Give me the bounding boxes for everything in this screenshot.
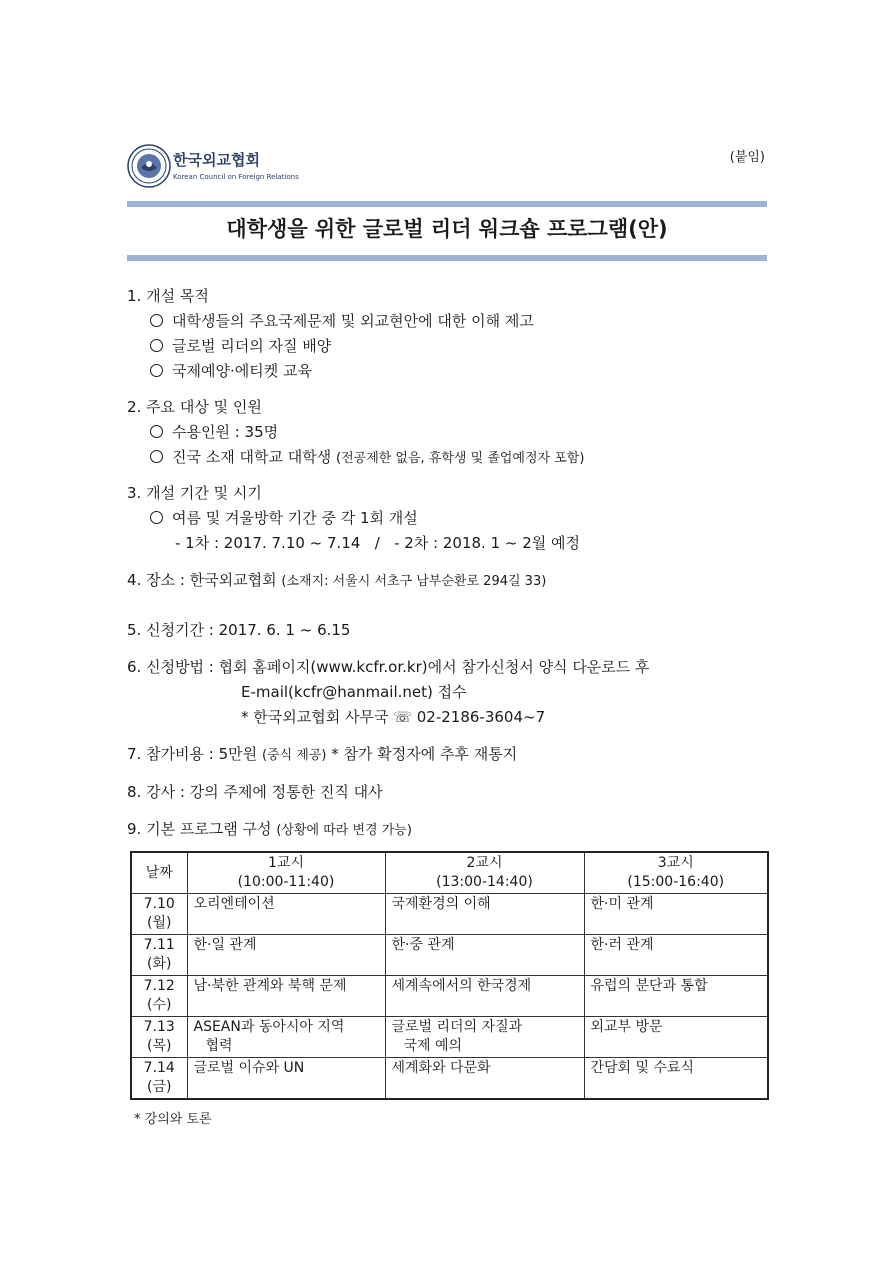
section-4-text: 4. 장소 : 한국외교협회	[127, 571, 277, 589]
date-cell: 7.10 (월)	[131, 894, 187, 935]
org-name-ko: 한국외교협회	[173, 151, 260, 169]
header-period-1: 1교시 (10:00-11:40)	[187, 852, 385, 894]
table-row	[131, 1017, 768, 1058]
section-4-note: (소재지: 서울시 서초구 남부순환로 294길 33)	[281, 574, 547, 589]
document-title: 대학생을 위한 글로벌 리더 워크숍 프로그램(안)	[226, 217, 668, 241]
table-footnote: * 강의와 토론	[134, 1112, 212, 1127]
circle-bullet-icon	[150, 511, 163, 524]
section-9-line	[127, 819, 412, 841]
section-4-line	[127, 570, 546, 592]
period-3-cell: 외교부 방문	[584, 1017, 768, 1058]
title-top-rule	[127, 201, 767, 207]
circle-bullet-icon	[150, 339, 163, 352]
section-7-text: 7. 참가비용 : 5만원	[127, 745, 258, 763]
period-1-cell: 남·북한 관계와 북핵 문제	[187, 976, 385, 1017]
program-table	[130, 851, 767, 1107]
header-date: 날짜	[131, 852, 187, 894]
section-3-item	[150, 508, 418, 528]
circle-bullet-icon	[150, 364, 163, 377]
section-2-item-text: 수용인원 : 35명	[172, 423, 279, 441]
section-1-item-text: 글로벌 리더의 자질 배양	[172, 337, 332, 355]
section-3-heading: 3. 개설 기간 및 시기	[127, 484, 262, 502]
period-2-cell: 세계속에서의 한국경제	[385, 976, 584, 1017]
period-3-cell: 한·미 관계	[584, 894, 768, 935]
period-2-cell: 국제환경의 이해	[385, 894, 584, 935]
period-2-cell: 글로벌 리더의 자질과 국제 예의	[385, 1017, 584, 1058]
period-1-cell: ASEAN과 동아시아 지역 협력	[187, 1017, 385, 1058]
section-1-item-text: 대학생들의 주요국제문제 및 외교현안에 대한 이해 제고	[172, 312, 534, 330]
section-2-item-note: (전공제한 없음, 휴학생 및 졸업예정자 포함)	[336, 451, 585, 466]
section-3-item-text: 여름 및 겨울방학 기간 중 각 1회 개설	[172, 509, 418, 527]
header-period-3: 3교시 (15:00-16:40)	[584, 852, 768, 894]
date-cell: 7.14 (금)	[131, 1058, 187, 1100]
section-2-item-text: 진국 소재 대학교 대학생	[172, 448, 332, 466]
circle-bullet-icon	[150, 450, 163, 463]
section-9-note: (상황에 따라 변경 가능)	[276, 823, 412, 838]
section-7-tail: * 참가 확정자에 추후 재통지	[331, 745, 518, 763]
org-logo	[127, 144, 327, 192]
section-3-schedule: - 1차 : 2017. 7.10 ~ 7.14 / - 2차 : 2018. 1 ~ 2월 예정	[175, 534, 581, 552]
circle-bullet-icon	[150, 425, 163, 438]
period-1-cell: 오리엔테이션	[187, 894, 385, 935]
section-1-heading: 1. 개설 목적	[127, 287, 209, 305]
section-5-line: 5. 신청기간 : 2017. 6. 1 ~ 6.15	[127, 621, 351, 639]
period-1-cell: 한·일 관계	[187, 935, 385, 976]
section-2-item	[150, 422, 278, 442]
date-cell: 7.11 (화)	[131, 935, 187, 976]
section-2-heading: 2. 주요 대상 및 인원	[127, 398, 262, 416]
title-bottom-rule	[127, 255, 767, 261]
section-1-item-text: 국제예양·에티켓 교육	[172, 362, 312, 380]
section-7-note: (중식 제공)	[261, 748, 327, 763]
section-2-item	[150, 447, 584, 469]
date-cell: 7.13 (목)	[131, 1017, 187, 1058]
section-1-item	[150, 361, 312, 381]
section-6-line-1: 6. 신청방법 : 협회 홈페이지(www.kcfr.or.kr)에서 참가신청서 양식 다운로드 후	[127, 658, 650, 676]
table-row	[131, 935, 768, 976]
section-8-line: 8. 강사 : 강의 주제에 정통한 진직 대사	[127, 783, 383, 801]
section-6-line-2: E-mail(kcfr@hanmail.net) 접수	[241, 683, 467, 701]
table-row	[131, 976, 768, 1017]
table-row	[131, 894, 768, 935]
period-1-cell: 글로벌 이슈와 UN	[187, 1058, 385, 1100]
section-9-text: 9. 기본 프로그램 구성	[127, 820, 272, 838]
circle-bullet-icon	[150, 314, 163, 327]
section-7-line	[127, 744, 517, 766]
table-row	[131, 1058, 768, 1100]
period-3-cell: 간담회 및 수료식	[584, 1058, 768, 1100]
period-2-cell: 세계화와 다문화	[385, 1058, 584, 1100]
org-seal-icon	[127, 144, 171, 188]
section-1-item	[150, 336, 331, 356]
date-cell: 7.12 (수)	[131, 976, 187, 1017]
header-period-2: 2교시 (13:00-14:40)	[385, 852, 584, 894]
period-3-cell: 한·러 관계	[584, 935, 768, 976]
attachment-label: (붙임)	[729, 150, 765, 165]
org-name-en: Korean Council on Foreign Relations	[173, 173, 299, 181]
table-header-row	[131, 852, 768, 894]
period-2-cell: 한·중 관계	[385, 935, 584, 976]
section-1-item	[150, 311, 534, 331]
period-3-cell: 유럽의 분단과 통합	[584, 976, 768, 1017]
section-6-line-3: * 한국외교협회 사무국 ☏ 02-2186-3604~7	[241, 708, 546, 726]
